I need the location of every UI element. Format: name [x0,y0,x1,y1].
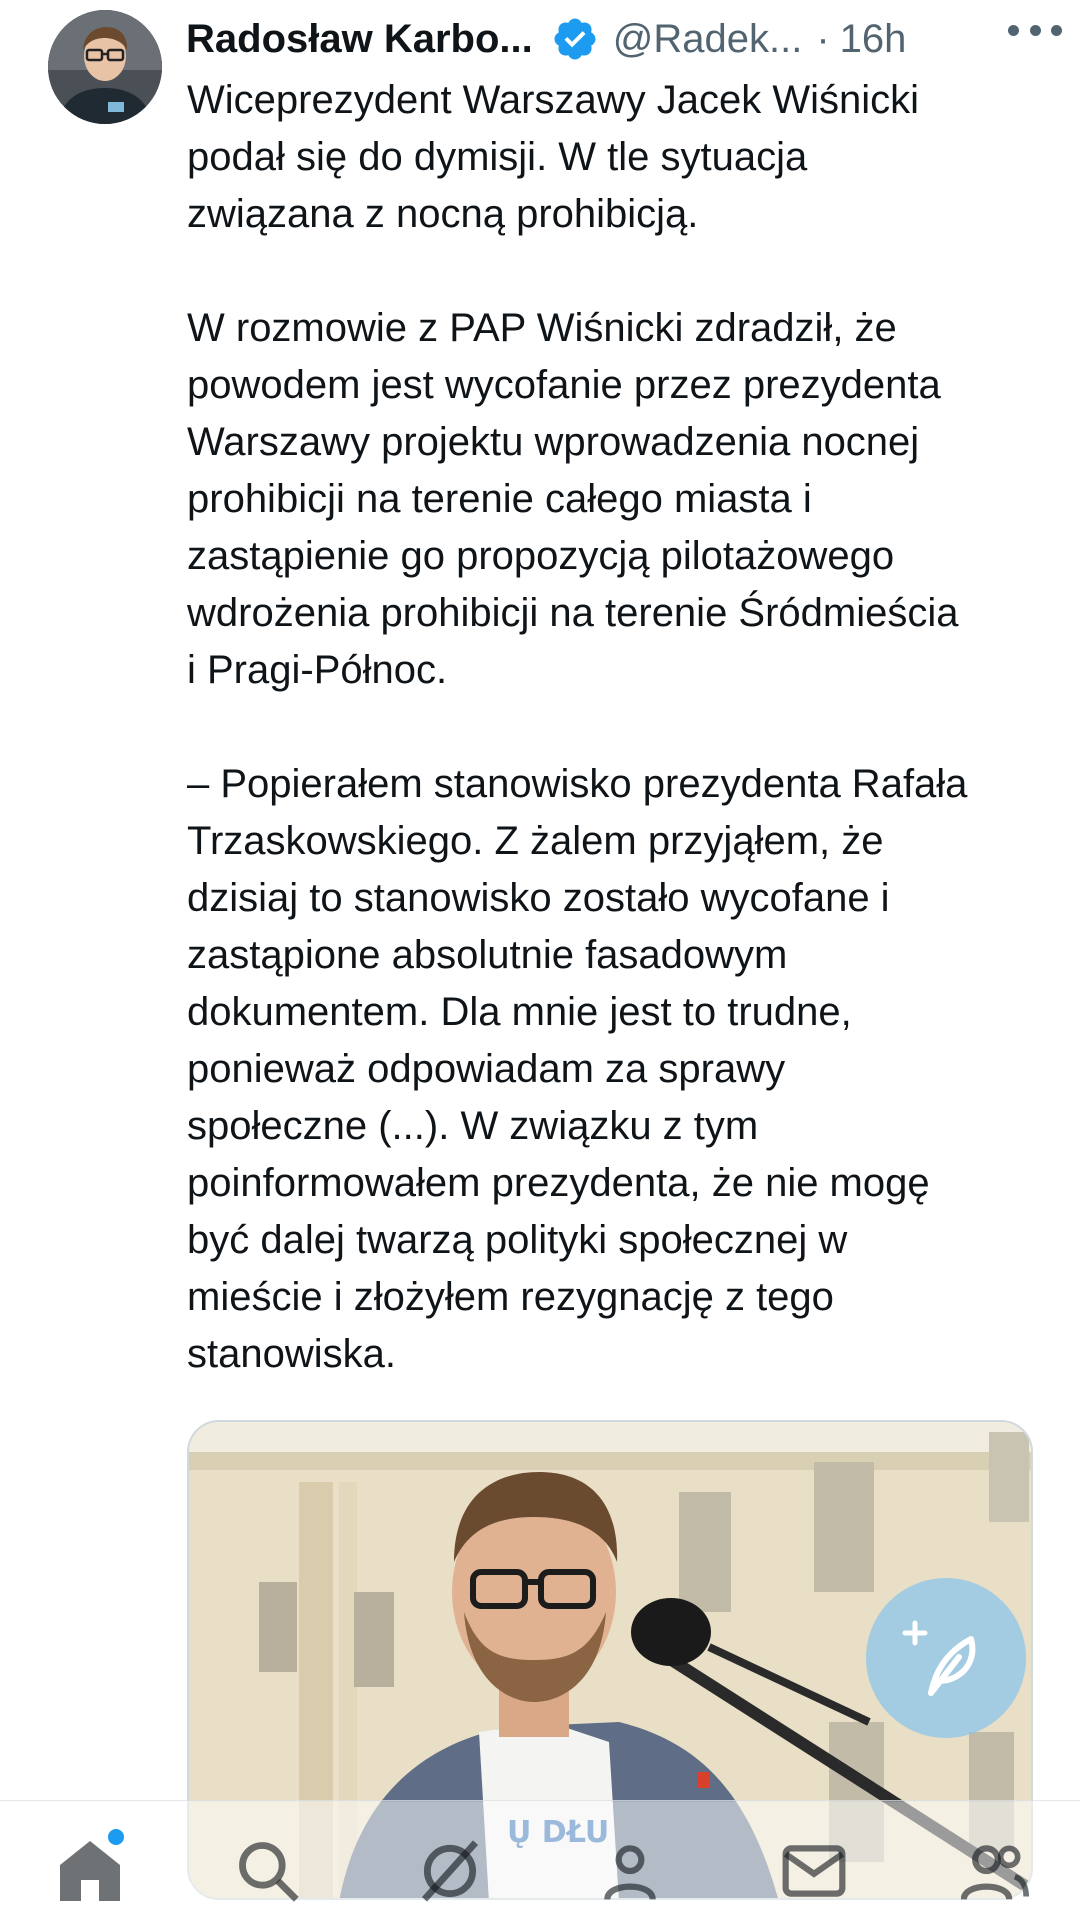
bottom-navigation [0,1800,1080,1920]
compose-post-icon [901,1613,991,1703]
author-handle[interactable]: @Radek... [612,16,803,61]
verified-badge-icon [551,15,599,63]
nav-messages[interactable] [774,1831,854,1911]
home-icon [54,1835,126,1907]
tweet-text [187,72,1047,1383]
meta-separator: · [816,16,830,61]
tweet-paragraph: Wiceprezydent Warszawy Jacek Wiśnicki podał się do dymisji. W tle sytuacja związana z nocną prohibicją. [187,78,920,236]
communities-icon [596,1837,664,1905]
author-avatar[interactable] [48,10,162,124]
tweet-paragraph: W rozmowie z PAP Wiśnicki zdradził, że powodem jest wycofanie przez prezydenta Warszawy projektu wprowadzenia nocnej prohibicji na terenie całego miasta i zastąpienie go propozycją pilotażowego wdrożenia prohibicji na terenie Śródmieścia i Pragi-Północ. [187,306,959,692]
notification-dot [108,1829,124,1845]
avatar-picture [48,10,162,124]
more-options-icon[interactable] [1008,10,1062,50]
tweet-header [186,8,1046,70]
search-icon [234,1837,302,1905]
nav-grok[interactable] [410,1831,490,1911]
compose-post-button[interactable] [866,1578,1026,1738]
author-name[interactable]: Radosław Karbo... [186,16,533,61]
grok-icon [416,1837,484,1905]
tweet-paragraph: – Popierałem stanowisko prezydenta Rafała Trzaskowskiego. Z żalem przyjąłem, że dzisiaj to stanowisko zostało wycofane i zastąpione absolutnie fasadowym dokumentem. Dla mnie jest to trudne, ponieważ odpowiadam za sprawy społeczne (...). W związku z tym poinformowałem prezydenta, że nie mogę być dalej twarzą polityki społecznej w mieście i złożyłem rezygnację z tego stanowiska. [187,762,968,1376]
messages-icon [780,1837,848,1905]
nav-people[interactable] [955,1831,1035,1911]
nav-communities[interactable] [590,1831,670,1911]
people-icon [961,1837,1029,1905]
svg-text:Ų DŁU: Ų DŁU [507,1815,610,1850]
post-time[interactable]: 16h [839,16,907,61]
nav-search[interactable] [228,1831,308,1911]
